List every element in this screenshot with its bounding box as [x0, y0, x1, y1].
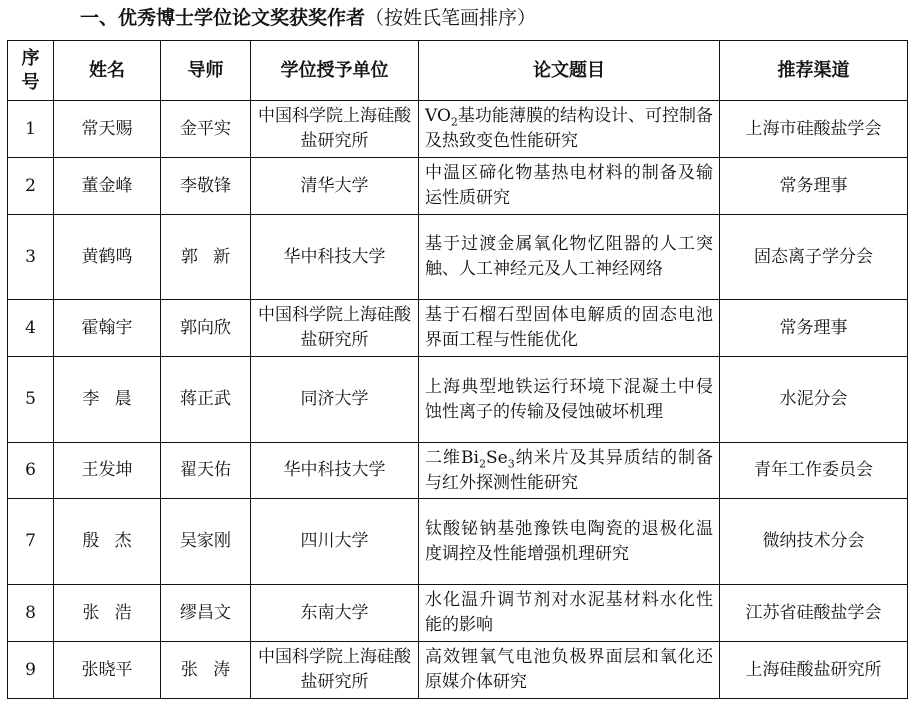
- cell-unit: 中国科学院上海硅酸盐研究所: [251, 101, 419, 158]
- section-heading-main: 一、优秀博士学位论文奖获奖作者: [80, 7, 366, 29]
- table-row: [8, 499, 908, 585]
- cell-no: 8: [8, 585, 54, 642]
- cell-unit: 四川大学: [251, 499, 419, 585]
- cell-name: 黄鹤鸣: [54, 215, 161, 300]
- table-row: [8, 585, 908, 642]
- header-no: 序号: [8, 41, 54, 101]
- cell-unit: 中国科学院上海硅酸盐研究所: [251, 642, 419, 699]
- cell-channel: 水泥分会: [720, 357, 908, 443]
- cell-channel: 常务理事: [720, 300, 908, 357]
- cell-name: 王发坤: [54, 443, 161, 499]
- cell-unit: 中国科学院上海硅酸盐研究所: [251, 300, 419, 357]
- table-row: [8, 443, 908, 499]
- cell-title: 上海典型地铁运行环境下混凝土中侵蚀性离子的传输及侵蚀破坏机理: [419, 357, 720, 443]
- cell-unit: 东南大学: [251, 585, 419, 642]
- table-row: [8, 642, 908, 699]
- cell-channel: 常务理事: [720, 158, 908, 215]
- cell-title: 水化温升调节剂对水泥基材料水化性能的影响: [419, 585, 720, 642]
- cell-name: 殷杰: [54, 499, 161, 585]
- cell-advisor: 郭向欣: [161, 300, 251, 357]
- table-row: [8, 101, 908, 158]
- cell-channel: 江苏省硅酸盐学会: [720, 585, 908, 642]
- cell-no: 5: [8, 357, 54, 443]
- table-row: [8, 158, 908, 215]
- cell-unit: 华中科技大学: [251, 215, 419, 300]
- cell-title: 中温区碲化物基热电材料的制备及输运性质研究: [419, 158, 720, 215]
- cell-channel: 上海硅酸盐研究所: [720, 642, 908, 699]
- cell-unit: 同济大学: [251, 357, 419, 443]
- cell-title: 基于石榴石型固体电解质的固态电池界面工程与性能优化: [419, 300, 720, 357]
- cell-title: 基于过渡金属氧化物忆阻器的人工突触、人工神经元及人工神经网络: [419, 215, 720, 300]
- cell-advisor: 李敬锋: [161, 158, 251, 215]
- header-name: 姓名: [54, 41, 161, 101]
- cell-no: 3: [8, 215, 54, 300]
- cell-name: 张晓平: [54, 642, 161, 699]
- cell-name: 张浩: [54, 585, 161, 642]
- cell-no: 2: [8, 158, 54, 215]
- cell-channel: 上海市硅酸盐学会: [720, 101, 908, 158]
- cell-no: 7: [8, 499, 54, 585]
- cell-advisor: 张涛: [161, 642, 251, 699]
- cell-advisor: 吴家刚: [161, 499, 251, 585]
- cell-no: 4: [8, 300, 54, 357]
- award-table: [7, 40, 908, 699]
- table-row: [8, 357, 908, 443]
- header-channel: 推荐渠道: [720, 41, 908, 101]
- cell-title: 高效锂氧气电池负极界面层和氧化还原媒介体研究: [419, 642, 720, 699]
- cell-name: 常天赐: [54, 101, 161, 158]
- cell-channel: 青年工作委员会: [720, 443, 908, 499]
- section-heading-note: （按姓氏笔画排序）: [365, 7, 537, 29]
- cell-unit: 清华大学: [251, 158, 419, 215]
- cell-title: $VO_2$基功能薄膜的结构设计、可控制备及热致变色性能研究: [419, 101, 720, 158]
- header-title: 论文题目: [419, 41, 720, 101]
- cell-advisor: 翟天佑: [161, 443, 251, 499]
- header-unit: 学位授予单位: [251, 41, 419, 101]
- table-row: [8, 215, 908, 300]
- cell-channel: 固态离子学分会: [720, 215, 908, 300]
- cell-name: 李晨: [54, 357, 161, 443]
- cell-name: 霍翰宇: [54, 300, 161, 357]
- cell-title: 二维$Bi_2Se_3$纳米片及其异质结的制备与红外探测性能研究: [419, 443, 720, 499]
- table-header-row: [8, 41, 908, 101]
- header-advisor: 导师: [161, 41, 251, 101]
- cell-channel: 微纳技术分会: [720, 499, 908, 585]
- cell-advisor: 郭新: [161, 215, 251, 300]
- cell-advisor: 金平实: [161, 101, 251, 158]
- table-row: [8, 300, 908, 357]
- cell-advisor: 缪昌文: [161, 585, 251, 642]
- cell-no: 1: [8, 101, 54, 158]
- cell-unit: 华中科技大学: [251, 443, 419, 499]
- cell-no: 6: [8, 443, 54, 499]
- cell-title: 钛酸铋钠基弛豫铁电陶瓷的退极化温度调控及性能增强机理研究: [419, 499, 720, 585]
- cell-advisor: 蒋正武: [161, 357, 251, 443]
- section-heading: [80, 4, 536, 32]
- cell-name: 董金峰: [54, 158, 161, 215]
- cell-no: 9: [8, 642, 54, 699]
